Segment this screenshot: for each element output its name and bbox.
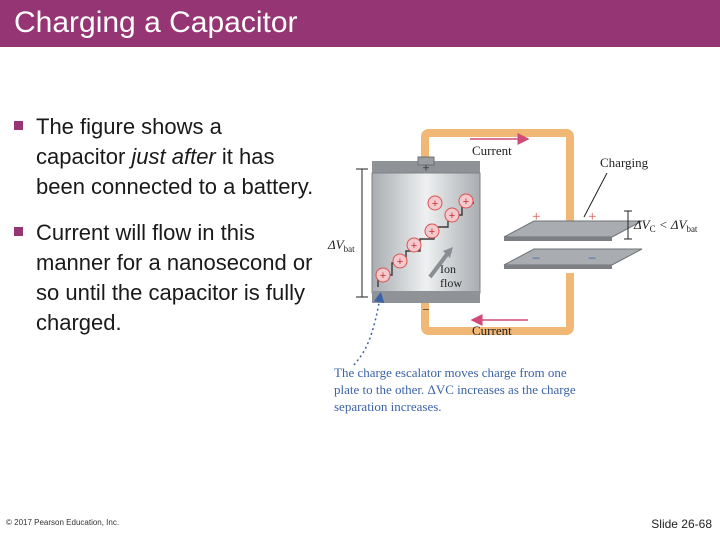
plate-minus-sign: − <box>532 251 541 267</box>
bullet-marker <box>14 227 23 236</box>
bullet-text-part: it has been connected to a battery. <box>36 144 314 199</box>
current-label-bottom: Current <box>472 323 512 338</box>
bullet-marker <box>14 121 23 130</box>
bullet-text-part: The figure shows a capacitor <box>36 114 222 169</box>
dv-bat-label <box>327 237 355 254</box>
inequality-label <box>633 217 698 234</box>
capacitor-bottom-plate <box>504 249 642 269</box>
charge-circle <box>407 238 421 252</box>
plate-plus-sign: + <box>532 209 541 225</box>
ion-flow-label <box>440 262 462 290</box>
charge-circle <box>425 224 439 238</box>
battery-plus-sign: + <box>422 160 430 175</box>
dv-c-symbol: ΔV <box>634 217 650 232</box>
bullet-list <box>14 112 314 354</box>
ion-flow-label-line: flow <box>440 276 462 290</box>
svg-text:+: + <box>410 240 418 252</box>
dv-bat-symbol: ΔV <box>328 237 344 252</box>
svg-text:+: + <box>462 196 470 208</box>
current-label-top: Current <box>472 143 512 158</box>
title-bar <box>0 0 720 47</box>
svg-text:+: + <box>431 198 439 210</box>
svg-text:+: + <box>428 226 436 238</box>
bullet-item <box>14 218 314 338</box>
bullet-text-italic: just after <box>131 144 216 169</box>
plate-minus-sign: − <box>588 251 597 267</box>
battery-minus-sign: − <box>422 302 430 317</box>
charge-circle <box>428 196 442 210</box>
slide-number: Slide 26-68 <box>651 517 712 531</box>
charge-circle <box>393 254 407 268</box>
inequality-middle: < ΔV <box>655 217 687 232</box>
bullet-item <box>14 112 314 202</box>
copyright-notice: © 2017 Pearson Education, Inc. <box>6 518 120 527</box>
dv-c-subscript: C <box>649 224 656 234</box>
svg-text:+: + <box>396 256 404 268</box>
svg-text:+: + <box>379 270 387 282</box>
figure-caption: The charge escalator moves charge from one plate to the other. ΔVC increases as the charge separation increases. <box>334 365 576 414</box>
capacitor-top-plate <box>504 221 642 241</box>
escalator-pointer <box>354 297 380 365</box>
ion-flow-label-line: Ion <box>440 262 456 276</box>
plate-plus-sign: + <box>588 209 597 225</box>
svg-text:+: + <box>448 210 456 222</box>
charge-circle <box>445 208 459 222</box>
charging-label: Charging <box>600 155 649 170</box>
dv-bat-subscript: bat <box>343 244 355 254</box>
slide-title: Charging a Capacitor <box>14 6 298 39</box>
inequality-bat-subscript: bat <box>686 224 698 234</box>
charge-circle <box>459 194 473 208</box>
charge-circle <box>376 268 390 282</box>
dv-bat-dimension <box>356 169 368 297</box>
bullet-text: Current will flow in this manner for a nanosecond or so until the capacitor is fully charged. <box>36 220 313 335</box>
